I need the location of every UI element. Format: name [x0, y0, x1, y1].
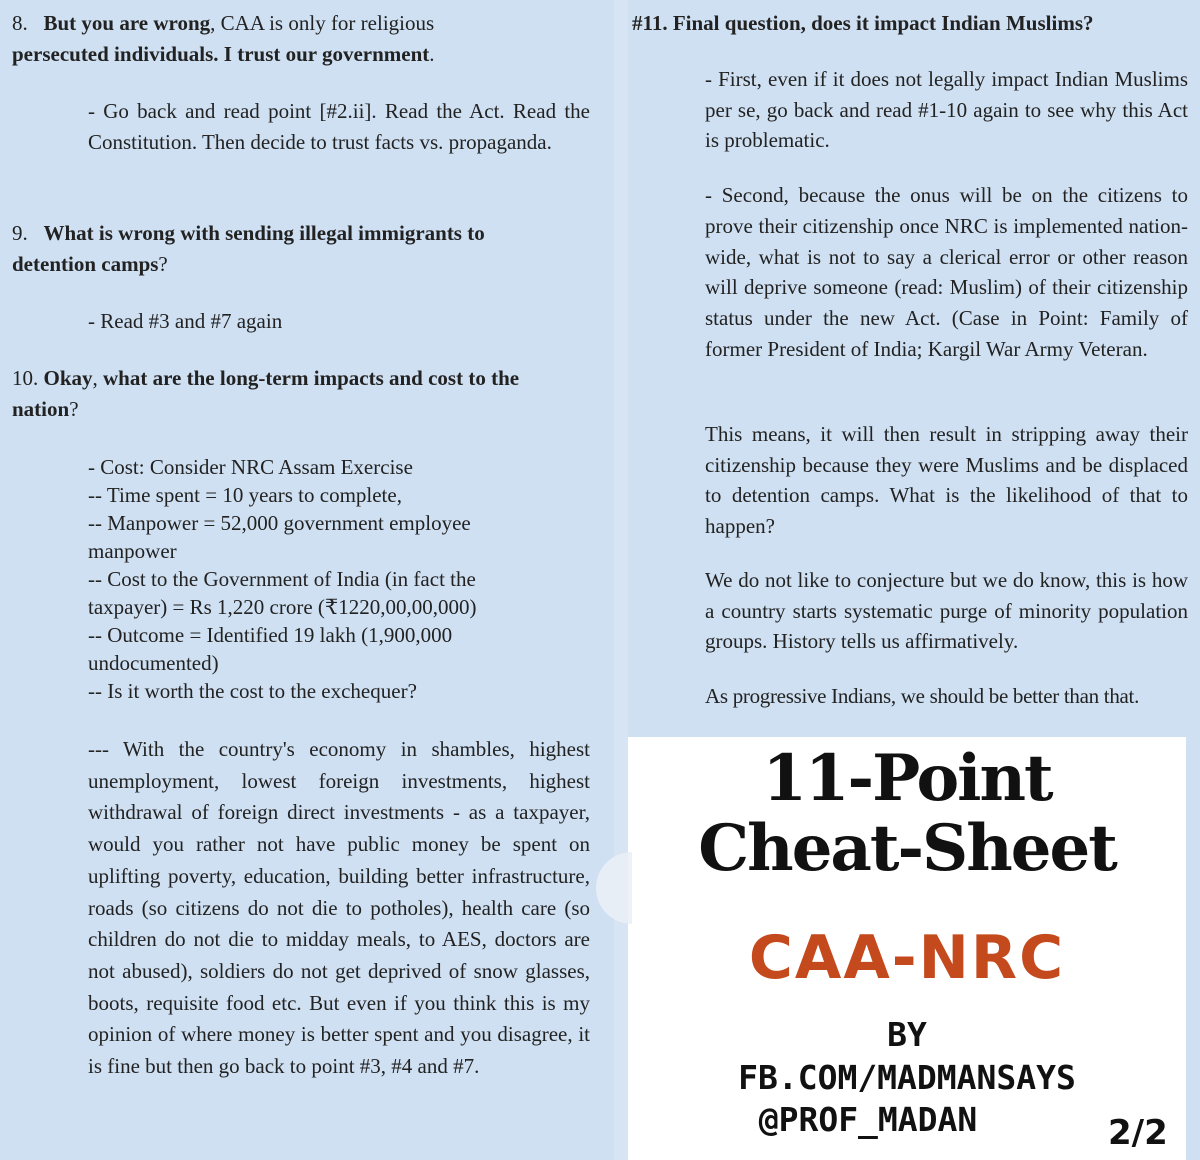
card-by: BY [887, 1015, 927, 1054]
question-8-line2: persecuted individuals. I trust our government [12, 42, 430, 66]
essay-paragraph: --- With the country's economy in shambles, highest unemployment, lowest foreign investments, highest withdrawal of foreign direct investments - as a taxpayer, would you rather not have public money be spent on uplifting poverty, education, building better infrastructure, roads (so citizens do not die to potholes), health care (so children do not die to midday meals, to AES, doctors are not abused), soldiers do not get deprived of snow glasses, boots, requisite food etc. But even if you think this is my opinion of where money is better spent and you disagree, it is fine but then go back to point #3, #4 and #7. [88, 737, 590, 1079]
question-9: 9. What is wrong with sending illegal immigrants to detention camps? [12, 221, 485, 276]
question-9-line2: detention camps [12, 252, 159, 276]
answer-11-p4: We do not like to conjecture but we do know, this is how a country starts systematic purge of minority population groups. History tells us affirmatively. [705, 568, 1188, 653]
question-10-line1: what are the long-term impacts and cost to the [103, 366, 520, 390]
card-title-line2: Cheat-Sheet [698, 811, 1116, 886]
card-topic: CAA-NRC [748, 923, 1066, 993]
question-10: 10. Okay, what are the long-term impacts and cost to the nation? [12, 366, 520, 421]
answer-11-p5: As progressive Indians, we should be better than that. [705, 684, 1140, 708]
list-item: -- Cost to the Government of India (in fact the [88, 567, 476, 591]
answer-9: - Read #3 and #7 again [88, 309, 283, 333]
column-gutter [614, 0, 628, 1160]
question-8: 8. But you are wrong, CAA is only for religious persecuted individuals. I trust our government. [12, 11, 435, 66]
list-item: taxpayer) = Rs 1,220 crore (₹1220,00,00,000) [88, 595, 477, 619]
question-10-line2: nation [12, 397, 70, 421]
card-handle: @PROF_MADAN [758, 1100, 978, 1139]
question-9-number: 9. [12, 221, 28, 245]
card-facebook: FB.COM/MADMANSAYS [738, 1058, 1076, 1097]
card-edge [1186, 737, 1200, 1160]
list-item: -- Time spent = 10 years to complete, [88, 483, 402, 507]
list-item: undocumented) [88, 651, 219, 675]
question-9-line1: What is wrong with sending illegal immigrants to [43, 221, 485, 245]
question-8-lead: But you are wrong [43, 11, 211, 35]
question-8-rest: , CAA is only for religious [210, 11, 435, 35]
page-number: 2/2 [1108, 1113, 1168, 1153]
list-item: - Cost: Consider NRC Assam Exercise [88, 455, 413, 479]
answer-11-p1: - First, even if it does not legally impact Indian Muslims per se, go back and read #1-10 again to see why this Act is problematic. [705, 67, 1188, 152]
list-item: -- Manpower = 52,000 government employee [88, 511, 471, 535]
question-11-title: #11. Final question, does it impact Indian Muslims? [632, 11, 1094, 35]
question-11 [632, 8, 1192, 39]
card-title-line1: 11-Point [762, 741, 1052, 816]
answer-11-p3: This means, it will then result in stripping away their citizenship because they were Muslims and be displaced to detention camps. What is the likelihood of that to happen? [705, 422, 1188, 538]
question-10-okay: Okay [43, 366, 93, 390]
answer-8: - Go back and read point [#2.ii]. Read the Act. Read the Constitution. Then decide to trust facts vs. propaganda. [88, 99, 590, 154]
list-item: manpower [88, 539, 177, 563]
list-item: -- Is it worth the cost to the exchequer? [88, 679, 417, 703]
cost-list [88, 453, 598, 705]
question-8-number: 8. [12, 11, 28, 35]
cheat-sheet-card [628, 737, 1186, 1160]
answer-11-p2: - Second, because the onus will be on the citizens to prove their citizenship once NRC is implemented nation-wide, what is not to say a clerical error or other reason will deprive someone (read: Muslim) of their citizenship status under the new Act. (Case in Point: Family of former President of India; Kargil War Army Veteran. [705, 183, 1188, 361]
question-10-number: 10. [12, 366, 39, 390]
list-item: -- Outcome = Identified 19 lakh (1,900,000 [88, 623, 453, 647]
